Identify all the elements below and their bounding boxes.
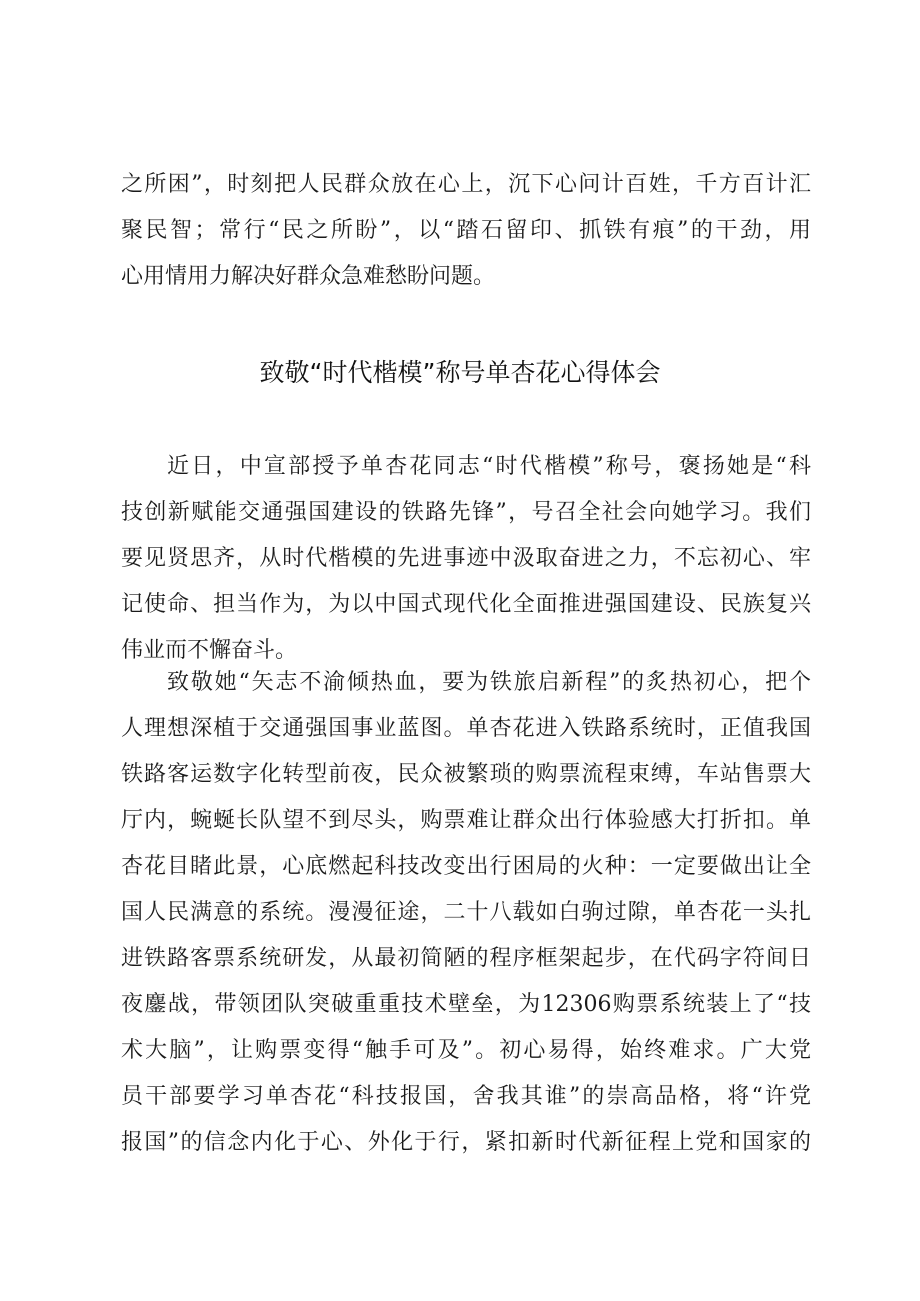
article-title: 致敬“时代楷模”称号单杏花心得体会 [259, 358, 661, 387]
text-line: 伟业而不懈奋斗。 [121, 638, 298, 663]
text-line: 铁路客运数字化转型前夜，民众被繁琐的购票流程束缚，车站售票大 [121, 762, 811, 787]
text-line: 人理想深植于交通强国事业蓝图。单杏花进入铁路系统时，正值我国 [121, 716, 811, 741]
text-line: 厅内，蜿蜒长队望不到尽头，购票难让群众出行体验感大打折扣。单 [121, 808, 811, 833]
top-paragraph [121, 162, 811, 300]
text-line: 杏花目睹此景，心底燃起科技改变出行困局的火种：一定要做出让全 [121, 854, 811, 879]
text-line: 进铁路客票系统研发，从最初简陋的程序框架起步，在代码字符间日 [121, 946, 811, 971]
text-line: 夜鏖战，带领团队突破重重技术壁垒，为12306购票系统装上了“技 [121, 992, 811, 1017]
text-line: 心用情用力解决好群众急难愁盼问题。 [121, 264, 496, 289]
article-paragraph-2 [121, 660, 811, 1166]
article-paragraph-1 [121, 444, 811, 674]
text-line: 致敬她“矢志不渝倾热血，要为铁旅启新程”的炙热初心，把个 [167, 670, 811, 695]
text-line: 报国”的信念内化于心、外化于行，紧扣新时代新征程上党和国家的 [121, 1130, 811, 1155]
text-line: 聚民智；常行“民之所盼”，以“踏石留印、抓铁有痕”的干劲，用 [121, 218, 811, 243]
text-line: 之所困”，时刻把人民群众放在心上，沉下心问计百姓，千方百计汇 [121, 172, 811, 197]
text-line: 近日，中宣部授予单杏花同志“时代楷模”称号，褒扬她是“科 [167, 454, 811, 479]
text-line: 要见贤思齐，从时代楷模的先进事迹中汲取奋进之力，不忘初心、牢 [121, 546, 811, 571]
text-line: 记使命、担当作为，为以中国式现代化全面推进强国建设、民族复兴 [121, 592, 811, 617]
text-line: 国人民满意的系统。漫漫征途，二十八载如白驹过隙，单杏花一头扎 [121, 900, 811, 925]
text-line: 员干部要学习单杏花“科技报国，舍我其谁”的崇高品格，将“许党 [121, 1084, 811, 1109]
text-line: 技创新赋能交通强国建设的铁路先锋”，号召全社会向她学习。我们 [121, 500, 811, 525]
text-line: 术大脑”，让购票变得“触手可及”。初心易得，始终难求。广大党 [121, 1038, 811, 1063]
